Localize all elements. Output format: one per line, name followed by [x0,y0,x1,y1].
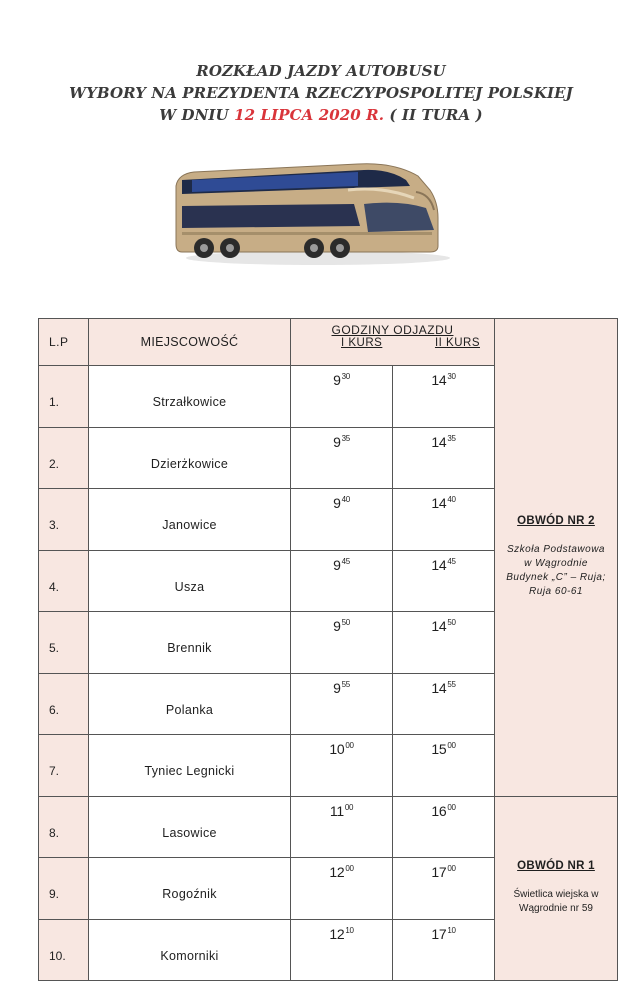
row-town: Usza [89,550,291,612]
row-town: Rogoźnik [89,858,291,920]
district-1-cell [495,796,618,981]
row-course-1: $12^{00}$ [291,858,393,920]
row-lp: 10. [39,919,89,981]
district-1-address [495,888,617,916]
row-town: Janowice [89,489,291,551]
row-course-2: $14^{35}$ [393,427,495,489]
row-town: Strzałkowice [89,366,291,428]
row-town: Komorniki [89,919,291,981]
district-1-title: OBWÓD NR 1 [517,860,595,873]
row-course-1: $9^{30}$ [291,366,393,428]
row-lp: 3. [39,489,89,551]
table-header-row [39,319,618,366]
row-course-2: $15^{00}$ [393,735,495,797]
district-2-title: OBWÓD NR 2 [517,515,595,528]
row-course-1: $11^{00}$ [291,796,393,858]
district-2-line-3: Budynek „C” – Ruja; [506,572,606,584]
header-lp: L.P [39,319,89,366]
header-course-2: II KURS [434,337,480,349]
row-course-1: $9^{55}$ [291,673,393,735]
row-lp: 7. [39,735,89,797]
row-course-2: $17^{00}$ [393,858,495,920]
schedule-table [38,318,618,981]
title-round: ( II TURA ) [389,106,483,124]
row-course-1: $9^{45}$ [291,550,393,612]
district-2-address [495,543,617,599]
row-town: Dzierżkowice [89,427,291,489]
row-course-1: $9^{35}$ [291,427,393,489]
title-line-1: ROZKŁAD JAZDY AUTOBUSU [196,62,446,80]
row-town: Lasowice [89,796,291,858]
table-row [39,796,618,858]
district-1-line-1: Świetlica wiejska w [513,889,599,901]
bus-image [168,150,458,270]
row-lp: 9. [39,858,89,920]
row-town: Brennik [89,612,291,674]
row-lp: 8. [39,796,89,858]
row-lp: 6. [39,673,89,735]
district-1-line-2: Wągrodnie nr 59 [519,903,593,915]
title-line-3 [0,106,642,124]
row-course-2: $14^{55}$ [393,673,495,735]
district-2-line-2: w Wągrodnie [524,558,588,570]
row-course-2: $14^{30}$ [393,366,495,428]
row-course-2: $14^{45}$ [393,550,495,612]
row-course-2: $17^{10}$ [393,919,495,981]
row-lp: 1. [39,366,89,428]
row-course-1: $12^{10}$ [291,919,393,981]
title-line-2: WYBORY NA PREZYDENTA RZECZYPOSPOLITEJ POLSKIEJ [69,84,573,102]
row-lp: 5. [39,612,89,674]
row-lp: 4. [39,550,89,612]
row-course-1: $10^{00}$ [291,735,393,797]
district-2-cell [495,319,618,797]
header-course-1: I KURS [341,337,383,349]
row-course-2: $14^{50}$ [393,612,495,674]
header-departure-times: GODZINY ODJAZDU [331,323,454,337]
district-2-line-4: Ruja 60-61 [529,586,583,598]
row-lp: 2. [39,427,89,489]
row-course-1: $9^{50}$ [291,612,393,674]
title-date-prefix: W DNIU [159,106,229,124]
header-times [291,319,495,366]
header-town: MIEJSCOWOŚĆ [89,319,291,366]
district-2-line-1: Szkoła Podstawowa [507,544,605,556]
row-course-2: $16^{00}$ [393,796,495,858]
row-town: Polanka [89,673,291,735]
title-date: 12 LIPCA 2020 R. [234,106,385,124]
row-town: Tyniec Legnicki [89,735,291,797]
row-course-1: $9^{40}$ [291,489,393,551]
row-course-2: $14^{40}$ [393,489,495,551]
